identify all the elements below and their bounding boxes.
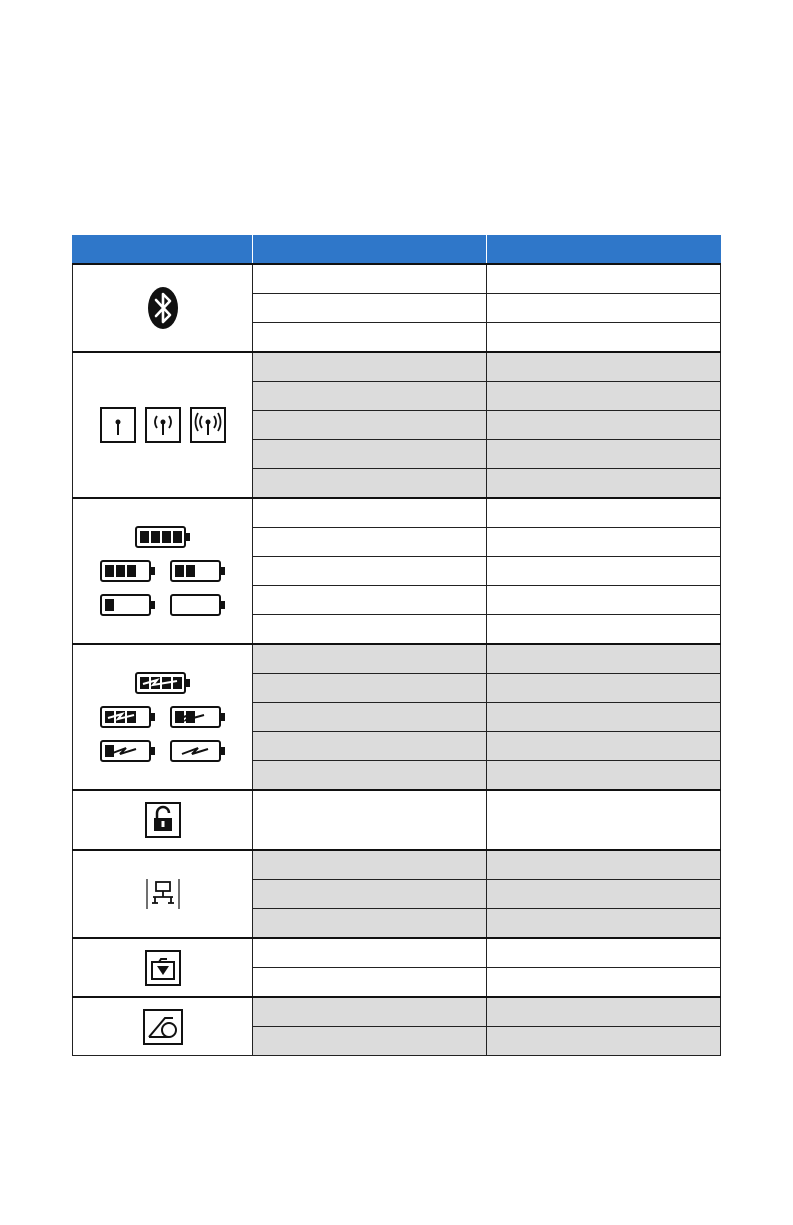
table-cell [253, 850, 487, 880]
header-description [487, 235, 721, 264]
table-row [73, 352, 721, 382]
table-cell [253, 557, 487, 586]
table-cell [487, 264, 721, 294]
table-row [73, 264, 721, 294]
table-cell [487, 880, 721, 909]
table-row [73, 850, 721, 880]
battery-level-icons [73, 526, 252, 616]
battery-full-icon [135, 526, 191, 548]
unlock-icon [145, 802, 181, 838]
table-cell [253, 528, 487, 557]
table-header-row [73, 235, 721, 264]
header-status [253, 235, 487, 264]
table-cell [487, 674, 721, 703]
table-cell [487, 909, 721, 939]
table-cell [253, 644, 487, 674]
battery-half-icon [170, 560, 226, 582]
battery-charging-cell [73, 644, 253, 790]
table-cell [253, 968, 487, 998]
table-cell [253, 498, 487, 528]
table-cell [253, 615, 487, 645]
table-cell [487, 761, 721, 791]
table-cell [253, 703, 487, 732]
table-cell [253, 732, 487, 761]
table-cell [487, 997, 721, 1027]
battery-charging-low-icon [100, 740, 156, 762]
table-cell [253, 1027, 487, 1056]
table-cell [487, 790, 721, 850]
table-cell [487, 938, 721, 968]
table-cell [487, 644, 721, 674]
table-cell [487, 850, 721, 880]
table-cell [487, 411, 721, 440]
table-cell [253, 382, 487, 411]
table-cell [487, 440, 721, 469]
table-row [73, 938, 721, 968]
table-cell [487, 498, 721, 528]
table-cell [487, 469, 721, 499]
table-cell [253, 997, 487, 1027]
table-cell [487, 732, 721, 761]
battery-three-quarter-icon [100, 560, 156, 582]
unlock-cell [73, 790, 253, 850]
table-cell [253, 586, 487, 615]
table-cell [253, 880, 487, 909]
battery-low-icon [100, 594, 156, 616]
download-folder-icon [145, 950, 181, 986]
table-row [73, 644, 721, 674]
table-row [73, 790, 721, 850]
download-cell [73, 938, 253, 997]
table-cell [253, 761, 487, 791]
battery-level-cell [73, 498, 253, 644]
table-row [73, 997, 721, 1027]
battery-charging-icons [73, 672, 252, 762]
table-cell [487, 294, 721, 323]
table-cell [487, 586, 721, 615]
table-cell [487, 703, 721, 732]
paper-roll-cell [73, 997, 253, 1056]
battery-empty-icon [170, 594, 226, 616]
table-cell [253, 938, 487, 968]
table-cell [253, 674, 487, 703]
network-cell [73, 850, 253, 938]
table-cell [253, 294, 487, 323]
battery-charging-three-quarter-icon [100, 706, 156, 728]
table-cell [253, 469, 487, 499]
table-cell [487, 352, 721, 382]
table-cell [253, 352, 487, 382]
table-cell [253, 264, 487, 294]
table-cell [487, 557, 721, 586]
table-cell [487, 615, 721, 645]
battery-charging-full-icon [135, 672, 191, 694]
table-cell [487, 382, 721, 411]
paper-roll-icon [143, 1009, 183, 1045]
bluetooth-icon [147, 286, 179, 330]
table-cell [253, 909, 487, 939]
table-cell [253, 440, 487, 469]
table-cell [253, 411, 487, 440]
table-cell [253, 323, 487, 353]
table-cell [487, 528, 721, 557]
network-icon [145, 877, 181, 911]
table-cell [487, 323, 721, 353]
table-row [73, 498, 721, 528]
signal-cell [73, 352, 253, 498]
header-icon [73, 235, 253, 264]
battery-charging-half-icon [170, 706, 226, 728]
table-cell [253, 790, 487, 850]
status-icon-table [72, 235, 721, 1056]
signal-strength-icons [100, 407, 226, 443]
table-cell [487, 968, 721, 998]
bluetooth-cell [73, 264, 253, 352]
battery-charging-empty-icon [170, 740, 226, 762]
table-cell [487, 1027, 721, 1056]
